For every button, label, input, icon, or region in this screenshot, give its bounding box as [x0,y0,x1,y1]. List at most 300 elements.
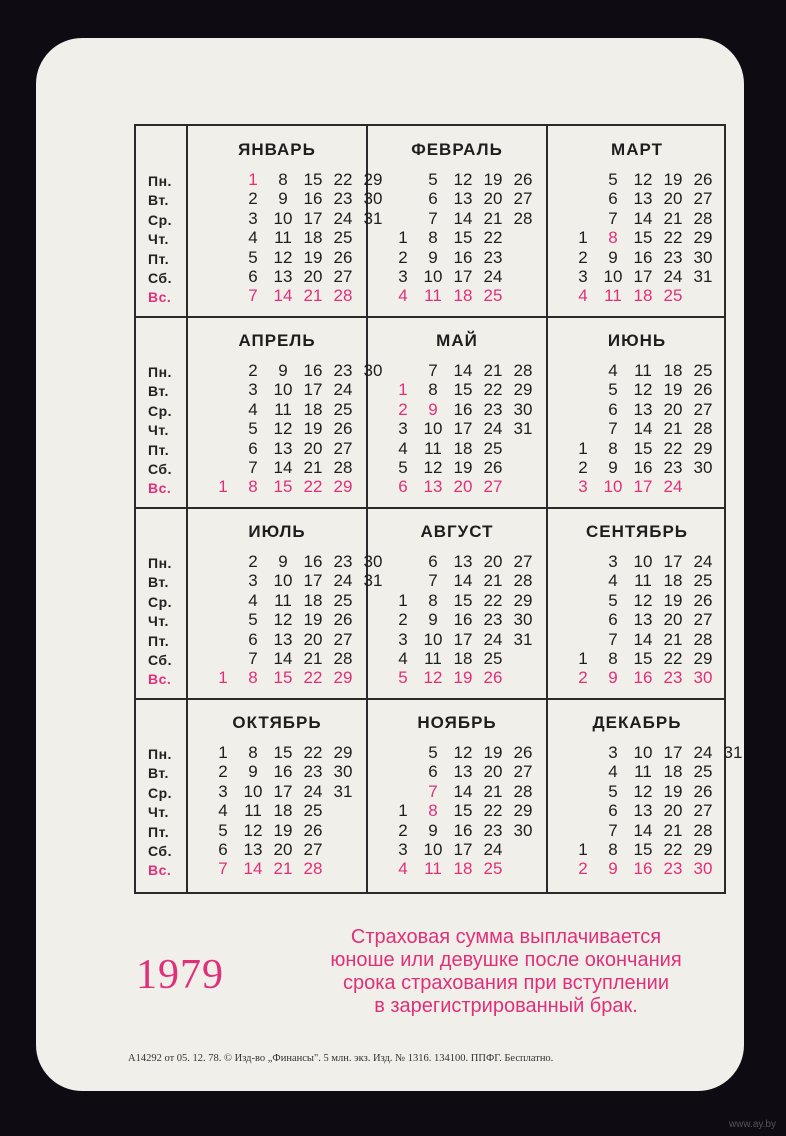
weekday-label: Вс. [148,480,172,497]
month-block [548,126,726,317]
day-number: 6 [608,399,618,419]
day-number: 25 [333,228,353,248]
day-number: 23 [333,361,353,380]
day-number: 22 [483,801,503,821]
day-number: 17 [453,419,473,439]
weekday-label: Сб. [148,461,172,477]
day-number: 12 [633,380,653,400]
day-number: 13 [423,477,443,497]
day-number: 2 [578,668,588,688]
day-number: 12 [273,610,293,630]
day-number: 4 [398,649,408,668]
day-number: 2 [578,859,588,879]
day-number: 16 [303,552,323,571]
month-name: АВГУСТ [420,522,494,541]
slogan-line: в зарегистрированный брак. [374,995,638,1017]
day-number: 31 [363,571,383,591]
day-number: 3 [398,419,408,439]
weekday-label: Вс. [148,289,172,306]
day-number: 28 [333,458,353,477]
pocket-calendar-card [36,38,744,1091]
day-number: 29 [513,801,533,821]
day-number: 12 [633,170,653,189]
day-number: 23 [483,247,503,267]
day-number: 3 [578,477,588,497]
month-name: ЯНВАРЬ [238,140,316,159]
day-number: 5 [248,610,258,630]
day-number: 18 [453,649,473,668]
day-number: 9 [428,399,438,419]
day-number: 4 [248,228,258,248]
day-number: 13 [273,267,293,286]
day-number: 9 [428,610,438,630]
day-number: 20 [663,610,683,630]
day-number: 11 [244,801,262,821]
day-number: 7 [608,419,618,439]
month-name: ИЮЛЬ [248,522,306,541]
day-number: 26 [333,610,353,630]
weekday-label: Ср. [148,593,173,610]
day-number: 1 [398,590,408,610]
day-number: 21 [483,571,503,591]
day-number: 5 [248,247,258,267]
day-number: 8 [428,590,438,610]
day-number: 17 [273,781,293,801]
day-number: 5 [218,820,228,840]
day-number: 12 [453,170,473,189]
day-number: 11 [634,762,652,782]
day-number: 26 [513,170,533,189]
day-number: 5 [608,781,618,801]
weekday-label: Сб. [148,843,172,859]
day-number: 28 [513,781,533,801]
weekday-label: Ср. [148,784,173,801]
day-number: 18 [273,801,293,821]
day-number: 26 [483,458,503,477]
day-number: 11 [424,438,442,458]
day-number: 23 [333,189,353,209]
day-number: 1 [248,170,258,189]
day-number: 28 [693,208,713,228]
day-number: 14 [633,629,653,649]
day-number: 17 [303,571,323,591]
day-number: 14 [273,286,293,306]
day-number: 28 [693,629,713,649]
day-number: 22 [663,840,683,859]
day-number: 5 [608,380,618,400]
day-number: 27 [513,552,533,571]
day-number: 10 [423,419,443,439]
day-number: 20 [663,801,683,821]
day-number: 3 [218,781,228,801]
day-number: 7 [248,286,258,306]
day-number: 25 [663,286,683,306]
day-number: 16 [303,189,323,209]
day-number: 8 [248,743,258,762]
day-number: 4 [398,286,408,306]
day-number: 13 [243,840,263,859]
day-number: 11 [604,286,622,306]
day-number: 15 [633,228,653,248]
day-number: 23 [663,859,683,879]
day-number: 14 [453,571,473,591]
day-number: 25 [303,801,323,821]
month-name: АПРЕЛЬ [238,331,316,350]
day-number: 29 [693,438,713,458]
day-number: 3 [608,552,618,571]
day-number: 29 [513,380,533,400]
day-number: 13 [273,629,293,649]
day-number: 18 [453,438,473,458]
day-number: 23 [483,399,503,419]
day-number: 27 [693,610,713,630]
day-number: 1 [218,743,228,762]
day-number: 1 [218,668,228,688]
day-number: 23 [663,247,683,267]
day-number: 1 [398,801,408,821]
day-number: 16 [633,859,653,879]
day-number: 7 [248,649,258,668]
day-number: 31 [333,781,353,801]
day-number: 9 [428,247,438,267]
day-number: 27 [513,762,533,782]
day-number: 30 [333,762,353,782]
weekday-label: Пт. [148,250,170,267]
day-number: 22 [303,477,323,497]
day-number: 5 [608,170,618,189]
day-number: 6 [608,610,618,630]
day-number: 19 [303,419,323,439]
day-number: 19 [303,610,323,630]
day-number: 13 [453,552,473,571]
month-name: ФЕВРАЛЬ [411,140,503,159]
day-number: 15 [453,801,473,821]
day-number: 10 [273,571,293,591]
day-number: 17 [453,267,473,286]
day-number: 3 [248,380,258,400]
month-name: СЕНТЯБРЬ [585,522,689,541]
day-number: 11 [274,590,292,610]
day-number: 20 [663,189,683,209]
day-number: 19 [483,170,503,189]
day-number: 27 [693,189,713,209]
day-number: 3 [248,208,258,228]
insurance-slogan [256,926,756,1018]
day-number: 29 [693,649,713,668]
day-number: 14 [453,781,473,801]
day-number: 7 [218,859,228,879]
day-number: 8 [248,477,258,497]
day-number: 14 [633,820,653,840]
day-number: 24 [663,267,683,286]
day-number: 7 [608,629,618,649]
day-number: 13 [453,762,473,782]
day-number: 5 [398,668,408,688]
day-number: 1 [578,438,588,458]
day-number: 22 [663,438,683,458]
day-number: 4 [398,438,408,458]
day-number: 21 [303,286,323,306]
day-number: 9 [278,189,288,209]
day-number: 21 [303,458,323,477]
day-number: 12 [273,419,293,439]
day-number: 19 [453,458,473,477]
day-number: 29 [333,477,353,497]
day-number: 5 [428,743,438,762]
day-number: 4 [608,361,618,380]
day-number: 20 [453,477,473,497]
day-number: 1 [398,228,408,248]
day-number: 23 [483,820,503,840]
day-number: 11 [424,859,442,879]
day-number: 25 [693,762,713,782]
day-number: 14 [273,458,293,477]
day-number: 3 [398,267,408,286]
day-number: 8 [278,170,288,189]
day-number: 3 [578,267,588,286]
day-number: 28 [513,361,533,380]
weekday-label: Чт. [148,804,169,821]
month-block [368,699,546,890]
day-number: 25 [333,590,353,610]
day-number: 30 [363,361,383,380]
day-number: 19 [663,170,683,189]
day-number: 7 [248,458,258,477]
day-number: 17 [303,208,323,228]
day-number: 24 [483,267,503,286]
day-number: 21 [663,629,683,649]
day-number: 24 [333,208,353,228]
day-number: 2 [398,610,408,630]
weekday-label: Пт. [148,441,170,458]
day-number: 2 [218,762,228,782]
day-number: 18 [453,286,473,306]
day-number: 23 [483,610,503,630]
day-number: 20 [273,840,293,859]
weekday-label: Вт. [148,574,169,591]
weekday-label: Пн. [148,173,172,189]
day-number: 3 [398,840,408,859]
day-number: 9 [608,668,618,688]
calendar-year: 1979 [136,952,224,998]
day-number: 26 [333,247,353,267]
day-number: 26 [333,419,353,439]
day-number: 16 [303,361,323,380]
weekday-label: Ср. [148,211,173,228]
day-number: 12 [453,743,473,762]
month-block [188,508,383,699]
calendar-grid [134,124,743,894]
day-number: 9 [248,762,258,782]
day-number: 5 [248,419,258,439]
day-number: 13 [633,399,653,419]
day-number: 2 [578,247,588,267]
day-number: 9 [278,361,288,380]
day-number: 30 [363,189,383,209]
weekday-label: Пт. [148,632,170,649]
day-number: 8 [248,668,258,688]
month-block [368,317,546,508]
day-number: 19 [663,590,683,610]
day-number: 22 [483,228,503,248]
day-number: 24 [333,571,353,591]
day-number: 21 [663,208,683,228]
day-number: 27 [693,801,713,821]
day-number: 10 [633,743,653,762]
day-number: 12 [243,820,263,840]
day-number: 7 [428,361,438,380]
day-number: 22 [303,668,323,688]
day-number: 28 [333,649,353,668]
day-number: 17 [663,743,683,762]
day-number: 2 [398,399,408,419]
day-number: 30 [363,552,383,571]
day-number: 14 [633,208,653,228]
day-number: 25 [483,649,503,668]
month-block [368,508,546,699]
day-number: 8 [428,228,438,248]
day-number: 13 [633,189,653,209]
day-number: 23 [333,552,353,571]
day-number: 11 [634,361,652,380]
month-block [188,317,383,508]
day-number: 23 [663,668,683,688]
day-number: 25 [483,859,503,879]
day-number: 17 [663,552,683,571]
day-number: 22 [303,743,323,762]
day-number: 25 [333,399,353,419]
weekday-label: Вс. [148,862,172,879]
day-number: 16 [633,458,653,477]
month-block [188,699,366,890]
weekday-label: Пт. [148,823,170,840]
day-number: 25 [483,438,503,458]
day-number: 14 [243,859,263,879]
day-number: 27 [333,267,353,286]
day-number: 15 [633,649,653,668]
day-number: 18 [453,859,473,879]
day-number: 10 [423,840,443,859]
day-number: 12 [633,590,653,610]
day-number: 18 [303,228,323,248]
day-number: 26 [303,820,323,840]
day-number: 28 [513,208,533,228]
day-number: 21 [273,859,293,879]
month-block [548,508,726,699]
weekday-label: Сб. [148,270,172,286]
day-number: 2 [398,247,408,267]
weekday-label: Сб. [148,652,172,668]
day-number: 12 [633,781,653,801]
day-number: 19 [663,781,683,801]
day-number: 14 [453,208,473,228]
slogan-line: юноше или девушке после окончания [330,949,682,971]
day-number: 30 [513,399,533,419]
day-number: 10 [633,552,653,571]
day-number: 21 [483,208,503,228]
day-number: 2 [578,458,588,477]
day-number: 31 [513,419,533,439]
day-number: 28 [303,859,323,879]
day-number: 10 [423,267,443,286]
day-number: 14 [273,649,293,668]
day-number: 19 [303,247,323,267]
day-number: 26 [693,781,713,801]
day-number: 27 [513,189,533,209]
day-number: 31 [723,743,743,762]
day-number: 6 [608,801,618,821]
day-number: 5 [428,170,438,189]
day-number: 24 [483,419,503,439]
day-number: 30 [693,458,713,477]
day-number: 28 [513,571,533,591]
day-number: 11 [634,571,652,591]
weekday-label: Вт. [148,192,169,209]
day-number: 21 [303,649,323,668]
slogan-line: срока страхования при вступлении [342,972,670,994]
day-number: 15 [453,590,473,610]
day-number: 1 [578,228,588,248]
day-number: 12 [423,458,443,477]
day-number: 2 [248,552,258,571]
day-number: 8 [428,801,438,821]
day-number: 10 [603,477,623,497]
day-number: 15 [273,743,293,762]
day-number: 16 [633,668,653,688]
day-number: 9 [608,247,618,267]
day-number: 13 [273,438,293,458]
day-number: 9 [608,859,618,879]
day-number: 20 [483,762,503,782]
day-number: 6 [608,189,618,209]
day-number: 24 [663,477,683,497]
day-number: 18 [663,571,683,591]
day-number: 1 [578,840,588,859]
day-number: 22 [663,228,683,248]
day-number: 11 [424,286,442,306]
day-number: 29 [513,590,533,610]
day-number: 20 [303,267,323,286]
weekday-label: Чт. [148,613,169,630]
day-number: 26 [693,590,713,610]
day-number: 4 [248,399,258,419]
day-number: 11 [274,228,292,248]
day-number: 7 [608,820,618,840]
day-number: 18 [633,286,653,306]
day-number: 19 [273,820,293,840]
month-block [368,126,546,317]
day-number: 5 [398,458,408,477]
month-name: МАЙ [436,331,478,350]
day-number: 13 [633,801,653,821]
day-number: 17 [633,477,653,497]
day-number: 6 [428,552,438,571]
day-number: 18 [663,361,683,380]
day-number: 27 [333,438,353,458]
day-number: 15 [273,668,293,688]
day-number: 15 [453,228,473,248]
day-number: 26 [483,668,503,688]
day-number: 27 [483,477,503,497]
day-number: 8 [608,228,618,248]
day-number: 22 [483,590,503,610]
day-number: 14 [633,419,653,439]
day-number: 11 [424,649,442,668]
day-number: 6 [248,267,258,286]
day-number: 24 [303,781,323,801]
day-number: 15 [633,438,653,458]
day-number: 17 [633,267,653,286]
